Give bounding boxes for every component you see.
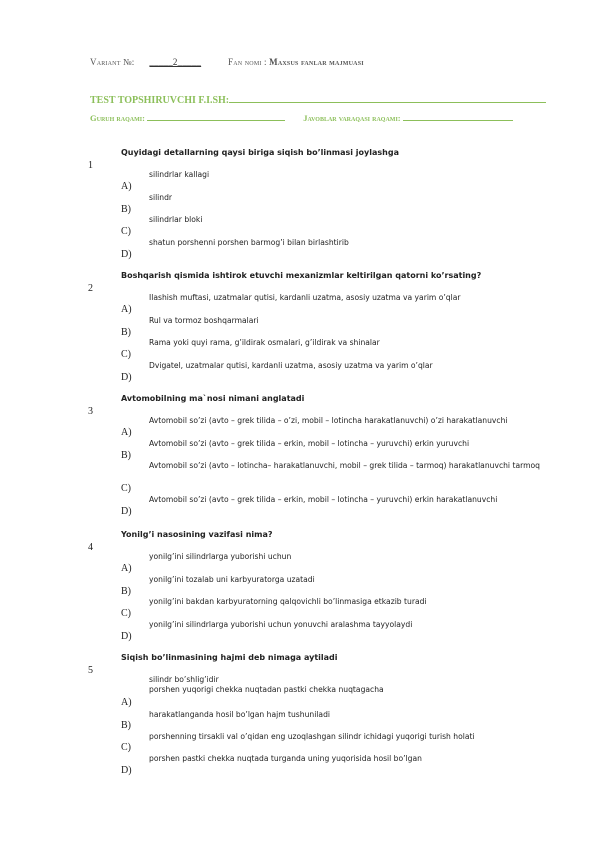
option-letter[interactable]: D) — [121, 506, 132, 517]
option-text: Rama yoki quyi rama, g’ildirak osmalari, g’ildirak va shinalar — [149, 338, 380, 347]
variant-label: Variant №: — [90, 57, 135, 67]
option-letter[interactable]: A) — [121, 427, 132, 438]
option-text: Ilashish muftasi, uzatmalar qutisi, kardanli uzatma, asosiy uzatma va yarim o’qlar — [149, 293, 461, 302]
option-letter[interactable]: B) — [121, 204, 131, 215]
option-letter[interactable]: D) — [121, 631, 132, 642]
answer-sheet-field[interactable] — [403, 111, 513, 121]
question-text: Boshqarish qismida ishtirok etuvchi mexanizmlar keltirilgan qatorni ko’rsating? — [121, 271, 482, 280]
option-text: yonilg’ini silindrlarga yuborishi uchun yonuvchi aralashma tayyolaydi — [149, 620, 413, 629]
option-letter[interactable]: B) — [121, 720, 131, 731]
option-text: Avtomobil so’zi (avto – grek tilida – o’zi, mobil – lotincha harakatlanuvchi) o’zi harakatlanuvchi — [149, 416, 508, 425]
question-text: Avtomobilning ma`nosi nimani anglatadi — [121, 394, 305, 403]
option-text: yonilg’ini tozalab uni karbyuratorga uzatadi — [149, 575, 315, 584]
option-text: porshenning tirsakli val o’qidan eng uzoqlashgan silindr ichidagi yuqorigi turish holati — [149, 732, 475, 741]
examinee-label: TEST TOPSHIRUVCHI F.I.SH: — [90, 95, 230, 106]
option-text: yonilg’ini bakdan karbyuratorning qalqovichli bo’linmasiga etkazib turadi — [149, 597, 427, 606]
option-text: shatun porshenni porshen barmog’i bilan birlashtirib — [149, 238, 349, 247]
option-letter[interactable]: C) — [121, 742, 131, 753]
option-text: silindrlar kallagi — [149, 170, 210, 179]
option-text: Rul va tormoz boshqarmalari — [149, 316, 259, 325]
answer-sheet-label: Javoblar varaqasi raqami: — [303, 113, 401, 123]
option-text: porshen pastki chekka nuqtada turganda uning yuqorisida hosil bo’lgan — [149, 754, 422, 763]
option-letter[interactable]: A) — [121, 304, 132, 315]
question-number: 2 — [88, 283, 93, 294]
option-text: silindr bo’shlig’idir porshen yuqorigi chekka nuqtadan pastki chekka nuqtagacha — [149, 675, 384, 694]
subject-value: Maxsus fanlar majmuasi — [269, 57, 364, 67]
question-text: Yonilg’i nasosining vazifasi nima? — [121, 530, 273, 539]
header-line — [90, 57, 364, 67]
option-text: silindrlar bloki — [149, 215, 203, 224]
option-letter[interactable]: A) — [121, 697, 132, 708]
option-letter[interactable]: C) — [121, 226, 131, 237]
option-letter[interactable]: D) — [121, 249, 132, 260]
question-number: 3 — [88, 406, 93, 417]
option-letter[interactable]: B) — [121, 586, 131, 597]
option-letter[interactable]: C) — [121, 608, 131, 619]
subject-label: Fan nomi : — [228, 57, 267, 67]
option-letter[interactable]: A) — [121, 181, 132, 192]
question-text: Siqish bo’linmasining hajmi deb nimaga aytiladi — [121, 653, 338, 662]
group-label: Guruh raqami: — [90, 113, 145, 123]
question-number: 1 — [88, 160, 93, 171]
option-text: harakatlanganda hosil bo’lgan hajm tushuniladi — [149, 710, 331, 719]
examinee-line — [90, 93, 546, 106]
option-text: Avtomobil so’zi (avto – grek tilida – erkin, mobil – lotincha – yuruvchi) erkin yuruvchi — [149, 439, 470, 448]
option-letter[interactable]: B) — [121, 327, 131, 338]
option-text: Avtomobil so’zi (avto – lotincha– harakatlanuvchi, mobil – grek tilida – tarmoq) harakatlanuvchi tarmoq — [149, 461, 540, 470]
question-number: 5 — [88, 665, 93, 676]
group-field[interactable] — [147, 111, 285, 121]
question-text: Quyidagi detallarning qaysi biriga siqish bo’linmasi joylashga — [121, 148, 399, 157]
question-number: 4 — [88, 542, 93, 553]
option-text: Avtomobil so’zi (avto – grek tilida – erkin, mobil – lotincha – yuruvchi) erkin harakatlanuvchi — [149, 495, 498, 504]
examinee-field[interactable] — [229, 93, 546, 103]
option-letter[interactable]: D) — [121, 765, 132, 776]
option-text: yonilg’ini silindrlarga yuborishi uchun — [149, 552, 292, 561]
group-line — [90, 111, 546, 123]
option-letter[interactable]: A) — [121, 563, 132, 574]
option-text: Dvigatel, uzatmalar qutisi, kardanli uzatma, asosiy uzatma va yarim o’qlar — [149, 361, 433, 370]
option-text: silindr — [149, 193, 173, 202]
option-letter[interactable]: C) — [121, 483, 131, 494]
option-letter[interactable]: B) — [121, 450, 131, 461]
variant-value: _____2_____ — [149, 57, 202, 67]
option-letter[interactable]: C) — [121, 349, 131, 360]
option-letter[interactable]: D) — [121, 372, 132, 383]
